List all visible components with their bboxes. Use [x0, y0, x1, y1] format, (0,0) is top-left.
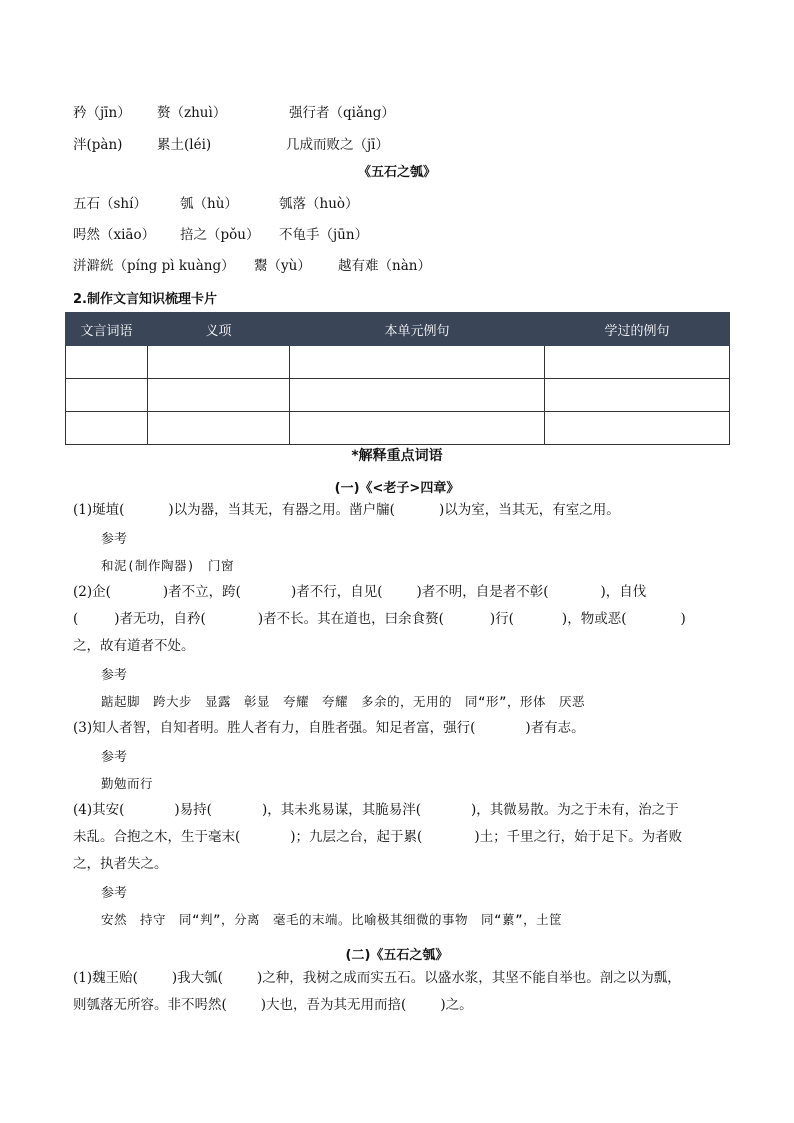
question-text: (2)企(	[73, 584, 111, 600]
table-cell[interactable]	[66, 346, 148, 379]
question-text: )以为室，当其无，有室之用。	[438, 502, 620, 518]
question-4-line-2	[73, 824, 733, 851]
reference-label: 参考	[101, 532, 128, 547]
vocab-item: 瓠（hù）	[180, 196, 238, 212]
part2-title: (二)《五石之瓠》	[345, 948, 449, 963]
question-text: )；九层之台，起于累(	[290, 829, 423, 845]
vocab-item: 不龟手（jūn）	[279, 227, 369, 243]
question-text: (	[73, 611, 79, 627]
question-text: )大也，吾为其无用而掊(	[260, 997, 407, 1013]
question-text: 未乱。合抱之木，生于毫末(	[73, 829, 241, 845]
question-text: 则瓠落无所容。非不呺然(	[73, 997, 227, 1013]
question-text: )，自伐	[600, 584, 647, 600]
question-text: )之种，我树之成而实五石。以盛水浆，其坚不能自举也。剖之以为瓢，	[256, 970, 681, 986]
table-cell[interactable]	[545, 412, 730, 445]
question-text: (1)魏王贻(	[73, 970, 138, 986]
question-text: )之。	[440, 997, 473, 1013]
question-5-line-2	[73, 992, 733, 1019]
column-header: 本单元例句	[290, 313, 545, 346]
section-title: 《五石之瓠》	[357, 165, 436, 180]
knowledge-card-table	[65, 312, 730, 445]
table-cell[interactable]	[290, 346, 545, 379]
question-2-line-2	[73, 606, 733, 633]
question-text: )者不立，跨(	[162, 584, 241, 600]
vocab-item: 几成而败之（jī）	[286, 137, 390, 153]
table-cell[interactable]	[290, 412, 545, 445]
question-text: )行(	[489, 611, 514, 627]
explain-heading: *解释重点词语	[351, 448, 443, 464]
question-1	[73, 497, 733, 524]
question-3	[73, 715, 733, 742]
question-text: )我大瓠(	[171, 970, 223, 986]
vocab-item: 掊之（pǒu）	[180, 227, 260, 243]
question-text: (4)其安(	[73, 802, 125, 818]
column-header: 义项	[148, 313, 290, 346]
question-text: )者不长。其在道也，曰余食赘(	[257, 611, 444, 627]
question-4-line-3: 之，执者失之。	[73, 856, 168, 872]
question-text: )者有志。	[525, 720, 585, 736]
part1-title: (一)《<老子>四章》	[334, 481, 460, 496]
vocab-item: 越有难（nàn）	[338, 258, 431, 274]
column-header: 文言词语	[66, 313, 148, 346]
vocab-item: 瓠落（huò）	[279, 196, 359, 212]
table-row	[66, 346, 730, 379]
question-text: )者无功，自矜(	[114, 611, 206, 627]
question-text: )	[680, 611, 686, 627]
question-text: )者不明，自是者不彰(	[416, 584, 549, 600]
question-text: )，其未兆易谋，其脆易泮(	[261, 802, 421, 818]
question-text: )者不行，自见(	[290, 584, 383, 600]
question-text: )，物或恶(	[561, 611, 627, 627]
reference-answer: 和泥(制作陶器) 门窗	[101, 558, 235, 573]
question-text: (3)知人者智，自知者明。胜人者有力，自胜者强。知足者富，强行(	[73, 720, 476, 736]
vocab-item: 强行者（qiǎng）	[289, 105, 395, 121]
table-cell[interactable]	[148, 379, 290, 412]
question-4-line-1	[73, 797, 733, 824]
question-text: )，其微易散。为之于未有，治之于	[470, 802, 679, 818]
table-cell[interactable]	[545, 379, 730, 412]
question-text: (1)埏埴(	[73, 502, 125, 518]
vocab-item: 赘（zhuì）	[157, 105, 227, 121]
vocab-item: 五石（shí）	[73, 196, 147, 212]
question-text: )土；千里之行，始于足下。为者败	[474, 829, 683, 845]
reference-answer: 勤勉而行	[101, 776, 154, 791]
vocab-item: 洴澼絖（píng pì kuàng）	[73, 258, 235, 274]
vocab-item: 矜（jīn）	[73, 105, 131, 121]
table-cell[interactable]	[290, 379, 545, 412]
question-2-line-1	[73, 579, 733, 606]
question-text: )以为器，当其无，有器之用。凿户牖(	[168, 502, 395, 518]
table-cell[interactable]	[148, 346, 290, 379]
table-cell[interactable]	[66, 412, 148, 445]
table-header-row	[66, 313, 730, 346]
reference-answer: 踮起脚 跨大步 显露 彰显 夸耀 夸耀 多余的，无用的 同“形”，形体 厌恶	[101, 694, 586, 709]
question-2-line-3: 之，故有道者不处。	[73, 638, 195, 654]
table-row	[66, 379, 730, 412]
question-5-line-1	[73, 965, 733, 992]
question-text: )易持(	[174, 802, 212, 818]
reference-label: 参考	[101, 668, 128, 683]
reference-label: 参考	[101, 750, 128, 765]
table-row	[66, 412, 730, 445]
vocab-item: 呺然（xiāo）	[73, 227, 156, 243]
table-cell[interactable]	[148, 412, 290, 445]
vocab-item: 泮(pàn)	[73, 137, 123, 153]
reference-answer: 安然 持守 同“判”，分离 毫毛的末端。比喻极其细微的事物 同“蔂”，土筐	[101, 912, 563, 927]
table-cell[interactable]	[66, 379, 148, 412]
card-heading: 2.制作文言知识梳理卡片	[73, 292, 217, 307]
column-header: 学过的例句	[545, 313, 730, 346]
vocab-item: 累土(léi)	[157, 137, 212, 153]
reference-label: 参考	[101, 886, 128, 901]
table-cell[interactable]	[545, 346, 730, 379]
vocab-item: 鬻（yù）	[254, 258, 311, 274]
